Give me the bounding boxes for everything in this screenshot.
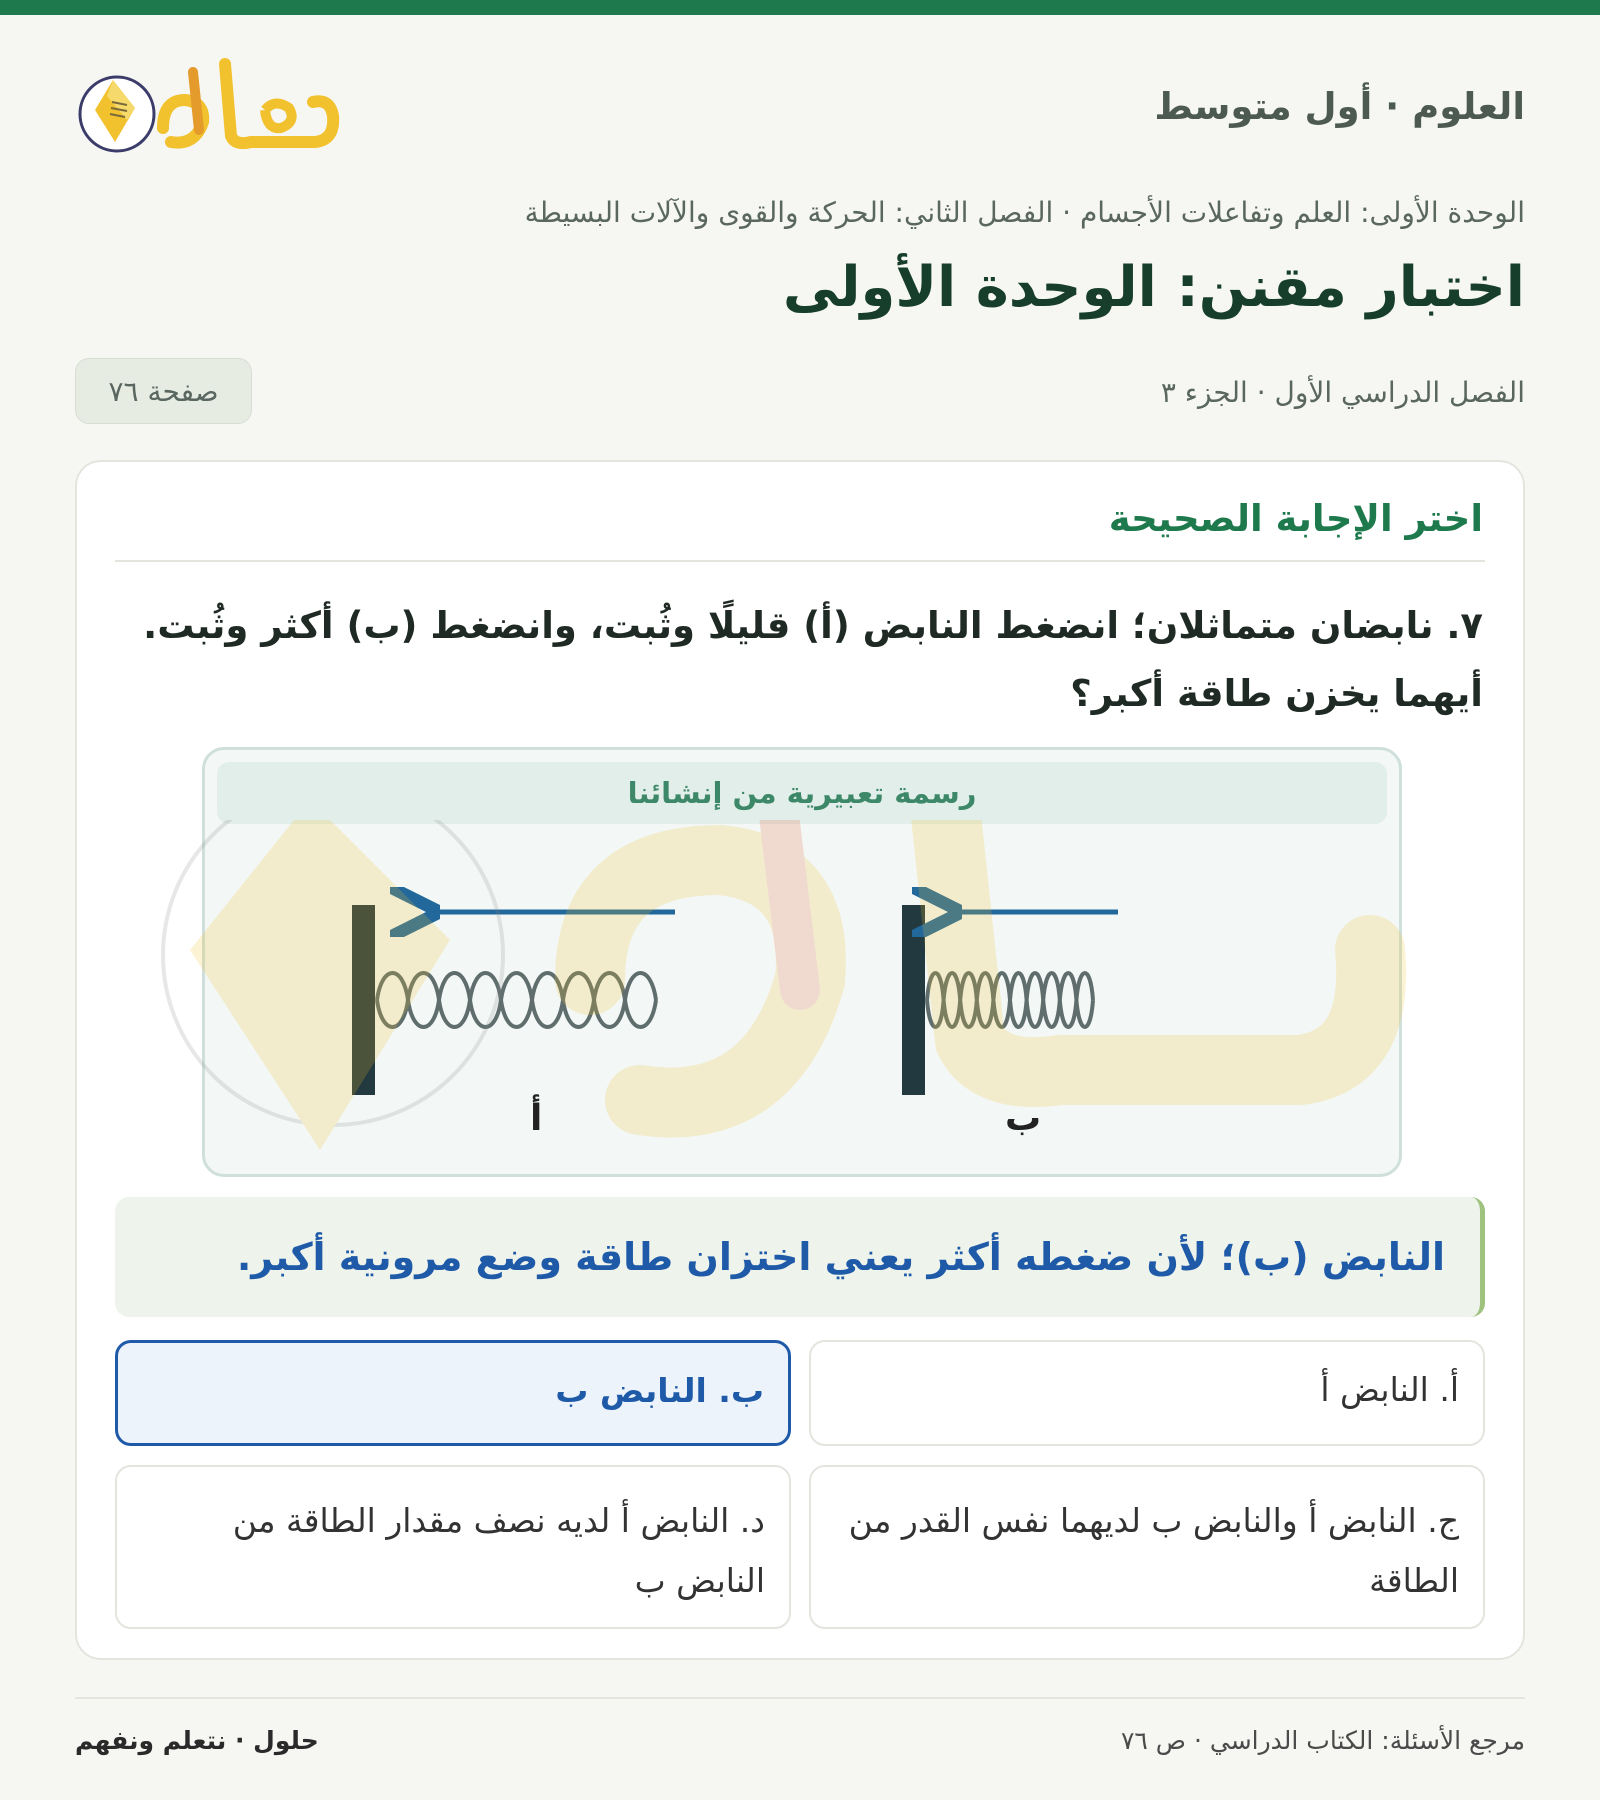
springs-figure	[202, 747, 1402, 1177]
footer-brand[interactable]: حلول · نتعلم ونفهم	[75, 1726, 319, 1755]
header	[75, 50, 1525, 175]
wall-b	[902, 905, 925, 1095]
option-c[interactable]: ج. النابض أ والنابض ب لديهما نفس القدر من الطاقة	[809, 1465, 1485, 1629]
page-number-badge: صفحة ٧٦	[75, 358, 252, 424]
figure-caption: رسمة تعبيرية من إنشائنا	[217, 762, 1387, 824]
term-info: الفصل الدراسي الأول · الجزء ٣	[1160, 376, 1525, 409]
subject-title: العلوم · أول متوسط	[1154, 85, 1525, 128]
spring-b-coil	[927, 973, 1093, 1027]
top-accent-bar	[0, 0, 1600, 15]
option-b-selected[interactable]: ب. النابض ب	[115, 1340, 791, 1446]
springs-diagram	[205, 750, 1402, 1177]
page-title: اختبار مقنن: الوحدة الأولى	[782, 255, 1525, 320]
footer-divider	[75, 1697, 1525, 1699]
wall-a	[352, 905, 375, 1095]
question-card	[75, 460, 1525, 1660]
section-divider	[115, 560, 1485, 562]
spring-a-coil	[377, 973, 656, 1027]
breadcrumb[interactable]: الوحدة الأولى: العلم وتفاعلات الأجسام · الفصل الثاني: الحركة والقوى والآلات البسيطة	[524, 196, 1525, 229]
footer-reference: مرجع الأسئلة: الكتاب الدراسي · ص ٧٦	[1120, 1726, 1525, 1755]
spring-label-a: أ	[530, 1098, 543, 1139]
option-a[interactable]: أ. النابض أ	[809, 1340, 1485, 1446]
answer-box: النابض (ب)؛ لأن ضغطه أكثر يعني اختزان طاقة وضع مرونية أكبر.	[115, 1197, 1485, 1317]
option-d[interactable]: د. النابض أ لديه نصف مقدار الطاقة من النابض ب	[115, 1465, 791, 1629]
spring-label-b: ب	[1005, 1098, 1042, 1139]
question-line-2: أيهما يخزن طاقة أكبر؟	[1070, 672, 1483, 715]
question-line-1: ٧. نابضان متماثلان؛ انضغط النابض (أ) قليلًا وثُبت، وانضغط (ب) أكثر وثُبت.	[143, 604, 1483, 647]
question-text	[115, 592, 1483, 728]
brand-logo[interactable]	[75, 50, 345, 165]
section-title: اختر الإجابة الصحيحة	[1108, 497, 1483, 540]
